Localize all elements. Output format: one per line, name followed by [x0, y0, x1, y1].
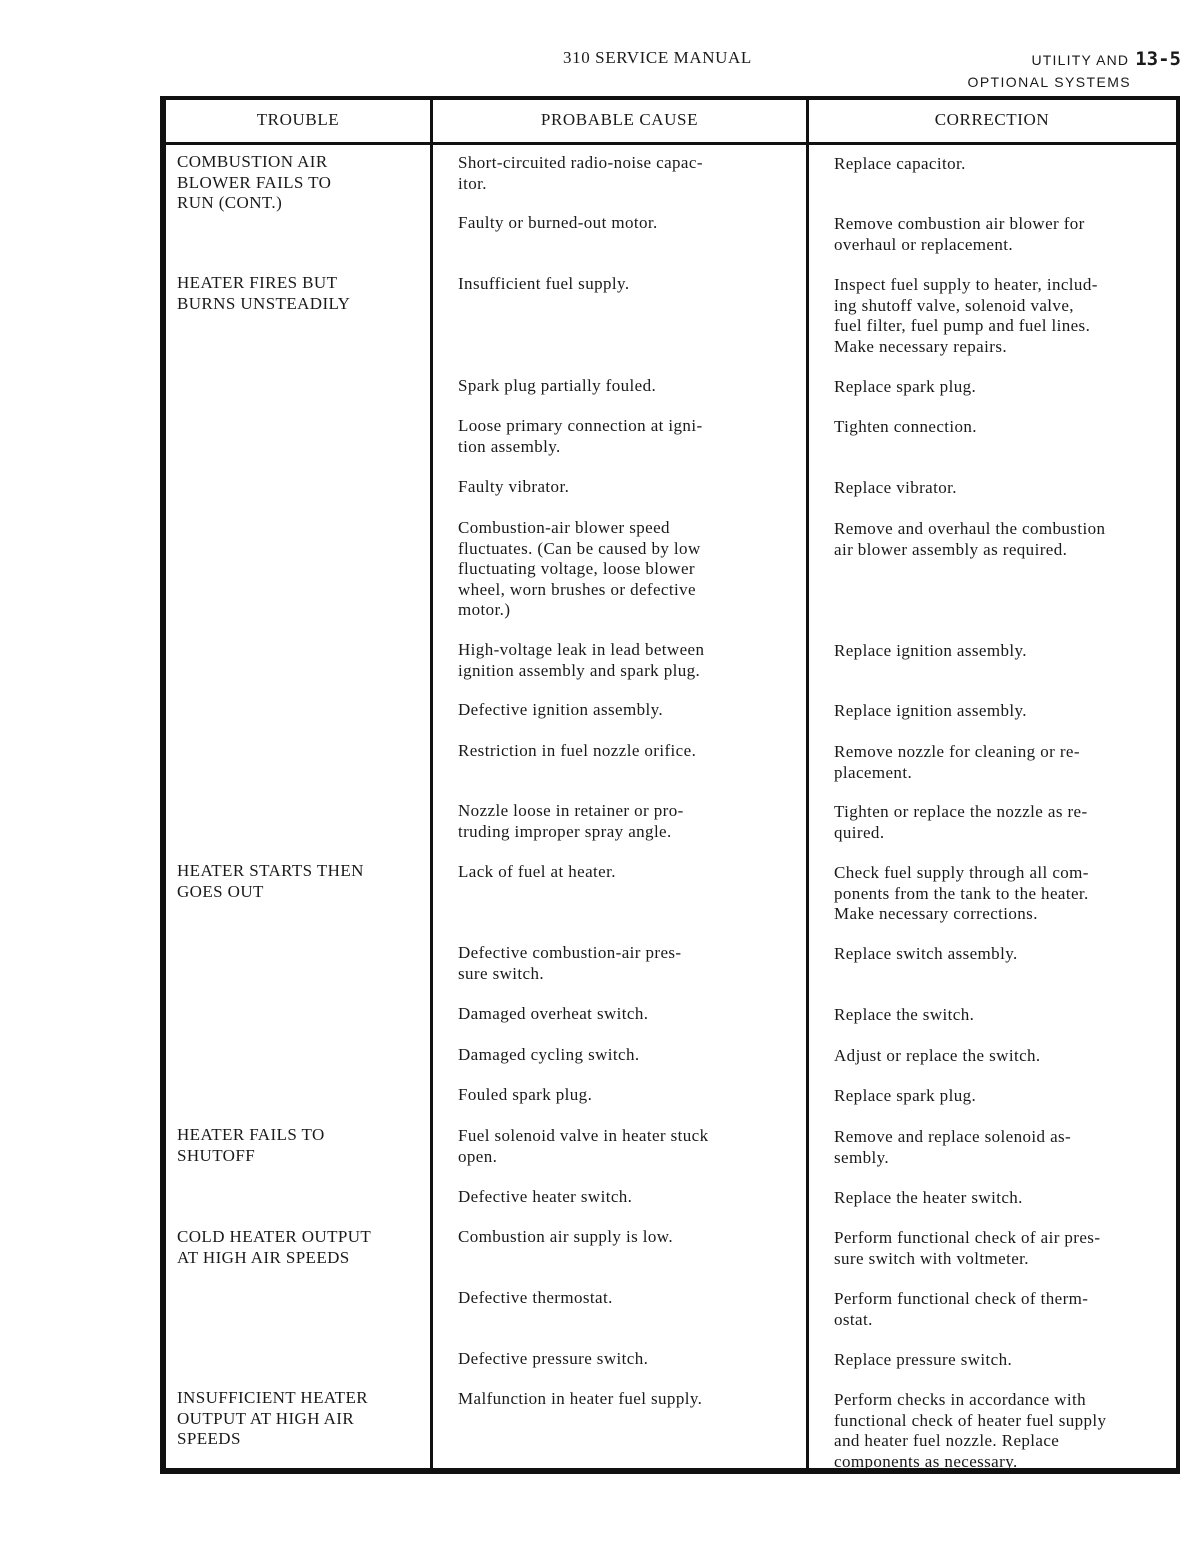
correction-cell: Replace pressure switch. — [834, 1350, 1013, 1369]
cause-cell: Spark plug partially fouled. — [458, 376, 657, 395]
trouble-cell: COMBUSTION AIR BLOWER FAILS TO RUN (CONT.) — [177, 152, 332, 212]
trouble-cell: HEATER STARTS THEN GOES OUT — [177, 861, 364, 901]
correction-cell: Replace vibrator. — [834, 478, 957, 497]
correction-cell: Inspect fuel supply to heater, includ- ing shutoff valve, solenoid valve, fuel filter, fuel pump and fuel lines. Make necessary repairs. — [834, 275, 1098, 356]
cause-cell: Faulty or burned-out motor. — [458, 213, 658, 232]
cause-cell: Defective pressure switch. — [458, 1349, 649, 1368]
trouble-cell: HEATER FIRES BUT BURNS UNSTEADILY — [177, 273, 351, 313]
correction-cell: Remove and replace solenoid as- sembly. — [834, 1127, 1072, 1167]
cause-cell: Combustion air supply is low. — [458, 1227, 673, 1246]
correction-cell: Adjust or replace the switch. — [834, 1046, 1041, 1065]
cause-cell: Combustion-air blower speed fluctuates. (Can be caused by low fluctuating voltage, loose blower wheel, worn brushes or defective motor.) — [458, 518, 701, 619]
section-header — [968, 48, 1181, 90]
cause-cell: High-voltage leak in lead between ignition assembly and spark plug. — [458, 640, 705, 680]
cause-cell: Damaged cycling switch. — [458, 1045, 640, 1064]
cause-cell: Nozzle loose in retainer or pro- truding improper spray angle. — [458, 801, 684, 841]
section-subtitle: OPTIONAL SYSTEMS — [967, 74, 1131, 90]
cause-cell: Short-circuited radio-noise capac- itor. — [458, 153, 703, 193]
correction-cell: Perform functional check of therm- ostat. — [834, 1289, 1089, 1329]
cause-cell: Fuel solenoid valve in heater stuck open. — [458, 1126, 709, 1166]
correction-cell: Perform checks in accordance with functional check of heater fuel supply and heater fuel nozzle. Replace components as necessary. — [834, 1390, 1107, 1471]
cause-cell: Faulty vibrator. — [458, 477, 570, 496]
correction-cell: Replace ignition assembly. — [834, 641, 1027, 660]
cause-cell: Defective ignition assembly. — [458, 700, 664, 719]
correction-cell: Replace the switch. — [834, 1005, 975, 1024]
manual-title: 310 SERVICE MANUAL — [563, 48, 752, 67]
column-divider — [806, 100, 809, 1468]
cause-cell: Malfunction in heater fuel supply. — [458, 1389, 703, 1408]
cause-cell: Defective heater switch. — [458, 1187, 633, 1206]
cause-cell: Loose primary connection at igni- tion assembly. — [458, 416, 703, 456]
cause-cell: Lack of fuel at heater. — [458, 862, 616, 881]
page-number: 13-5 — [1135, 48, 1181, 70]
correction-cell: Remove combustion air blower for overhaul or replacement. — [834, 214, 1085, 254]
correction-cell: Replace the heater switch. — [834, 1188, 1023, 1207]
correction-cell: Remove and overhaul the combustion air blower assembly as required. — [834, 519, 1106, 559]
correction-cell: Replace ignition assembly. — [834, 701, 1027, 720]
correction-cell: Perform functional check of air pres- sure switch with voltmeter. — [834, 1228, 1101, 1268]
trouble-cell: COLD HEATER OUTPUT AT HIGH AIR SPEEDS — [177, 1227, 372, 1267]
correction-cell: Tighten or replace the nozzle as re- quired. — [834, 802, 1088, 842]
trouble-cell: INSUFFICIENT HEATER OUTPUT AT HIGH AIR SPEEDS — [177, 1388, 368, 1448]
cause-cell: Damaged overheat switch. — [458, 1004, 649, 1023]
column-header-trouble: TROUBLE — [256, 110, 340, 129]
correction-cell: Replace switch assembly. — [834, 944, 1018, 963]
correction-cell: Replace spark plug. — [834, 377, 977, 396]
cause-cell: Fouled spark plug. — [458, 1085, 593, 1104]
troubleshooting-table — [160, 96, 1180, 1474]
cause-cell: Defective thermostat. — [458, 1288, 613, 1307]
correction-cell: Tighten connection. — [834, 417, 977, 436]
correction-cell: Remove nozzle for cleaning or re- placement. — [834, 742, 1080, 782]
column-header-correction: CORRECTION — [934, 110, 1050, 129]
cause-cell: Restriction in fuel nozzle orifice. — [458, 741, 697, 760]
trouble-cell: HEATER FAILS TO SHUTOFF — [177, 1125, 325, 1165]
column-divider — [430, 100, 433, 1468]
correction-cell: Check fuel supply through all com- ponents from the tank to the heater. Make necessary corrections. — [834, 863, 1089, 923]
correction-cell: Replace capacitor. — [834, 154, 966, 173]
cause-cell: Insufficient fuel supply. — [458, 274, 630, 293]
section-title: UTILITY AND — [1031, 52, 1130, 68]
correction-cell: Replace spark plug. — [834, 1086, 977, 1105]
header-divider — [166, 142, 1176, 145]
cause-cell: Defective combustion-air pres- sure switch. — [458, 943, 682, 983]
column-header-probable-cause: PROBABLE CAUSE — [540, 110, 699, 129]
